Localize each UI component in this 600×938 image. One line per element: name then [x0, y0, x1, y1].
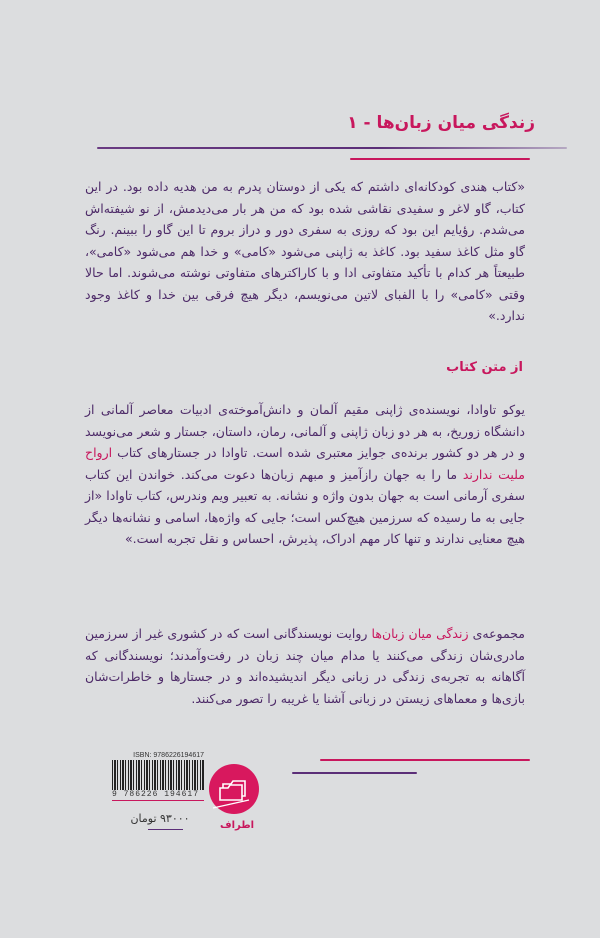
series-name-highlight: زندگی میان زبان‌ها: [371, 626, 469, 641]
author-bio-text: یوکو تاوادا، نویسنده‌ی ژاپنی مقیم آلمان و دانش‌آموخته‌ی ادبیات معاصر آلمانی از دانشگاه زوریخ، به هر دو زبان ژاپنی و آلمانی، رمان، داستان، جستار و شعر می‌نویسد و در هر دو کشور برنده‌ی جوایز معتبری شده است. تاوادا در جستارهای کتاب: [85, 402, 525, 460]
book-title-highlight: ارواح ملیت ندارند: [85, 445, 525, 482]
isbn-barcode: [112, 752, 204, 801]
book-excerpt-quote: «کتاب هندی کودکانه‌ای داشتم که یکی از دوستان پدرم به من هدیه داده بود. در این کتاب، گاو لاغر و سفیدی نقاشی شده بود که من هر بار می‌دیدمش، از نو شیفته‌اش می‌شدم. رؤیایم این بود که روزی به سفری دور و دراز بروم تا این گاو را ببینم. رنگ گاو مثل کاغذ سفید بود. کاغذ به ژاپنی می‌شود «کامی» و خدا هم می‌شود «کامی»، طبیعتاً هر کدام با تأکید متفاوتی ادا و با کاراکترهای متفاوتی نوشته می‌شوند. اما حالا وقتی «کامی» را با الفبای لاتین می‌نویسم، دیگر هیچ فرقی بین خدا و کاغذ وجود ندارد.»: [85, 179, 525, 323]
publisher-name: اطراف: [220, 820, 255, 831]
series-description-text-continued: روایت نویسندگانی است که در کشوری غیر از سرزمین مادری‌شان زندگی می‌کنند یا مدام میان چند زبان در رفت‌وآمدند؛ نویسندگانی که آگاهانه به تجربه‌ی زندگی در زبانی دیگر اندیشیده‌اند و در جستارها و خاطرات‌شان بازی‌ها و معماهای زیستن در زبانی آشنا یا غریبه را تصور می‌کنند.: [85, 626, 525, 706]
barcode-icon: [112, 760, 204, 790]
author-bio: [85, 399, 525, 550]
series-description-text: مجموعه‌ی: [468, 626, 525, 641]
divider-purple-bottom: [292, 772, 417, 774]
divider-red-bottom: [320, 759, 530, 761]
divider-purple-top: [97, 147, 567, 149]
barcode-digits: 9 786226 194617: [112, 790, 200, 799]
publisher-logo: [209, 764, 259, 814]
price-label: ۹۳۰۰۰ تومان: [130, 812, 190, 825]
folder-icon: [209, 764, 259, 814]
price-underline: [148, 829, 183, 830]
series-title: زندگی میان زبان‌ها - ۱: [347, 113, 535, 133]
author-bio-text-continued: ما را به جهان رازآمیز و مبهم زبان‌ها دعوت می‌کند. خواندن این کتاب سفری آرمانی است به جهان بدون واژه و نشانه. به تعبیر ویم وندرس، کتاب تاوادا «از جایی به ما رسیده که سرزمین هیچ‌کس است؛ جایی که واژه‌ها، اسامی و نشانه‌ها دیگر هیچ معنایی ندارند و تنها کار مهم ادراک، پذیرش، احساس و نقل تجربه است.»: [85, 466, 525, 546]
excerpt-source-label: از متن کتاب: [446, 360, 523, 375]
isbn-label: ISBN: 9786226194617: [133, 752, 204, 759]
barcode-underline: [112, 800, 204, 801]
series-description: [85, 623, 525, 709]
divider-red-top: [350, 158, 530, 160]
